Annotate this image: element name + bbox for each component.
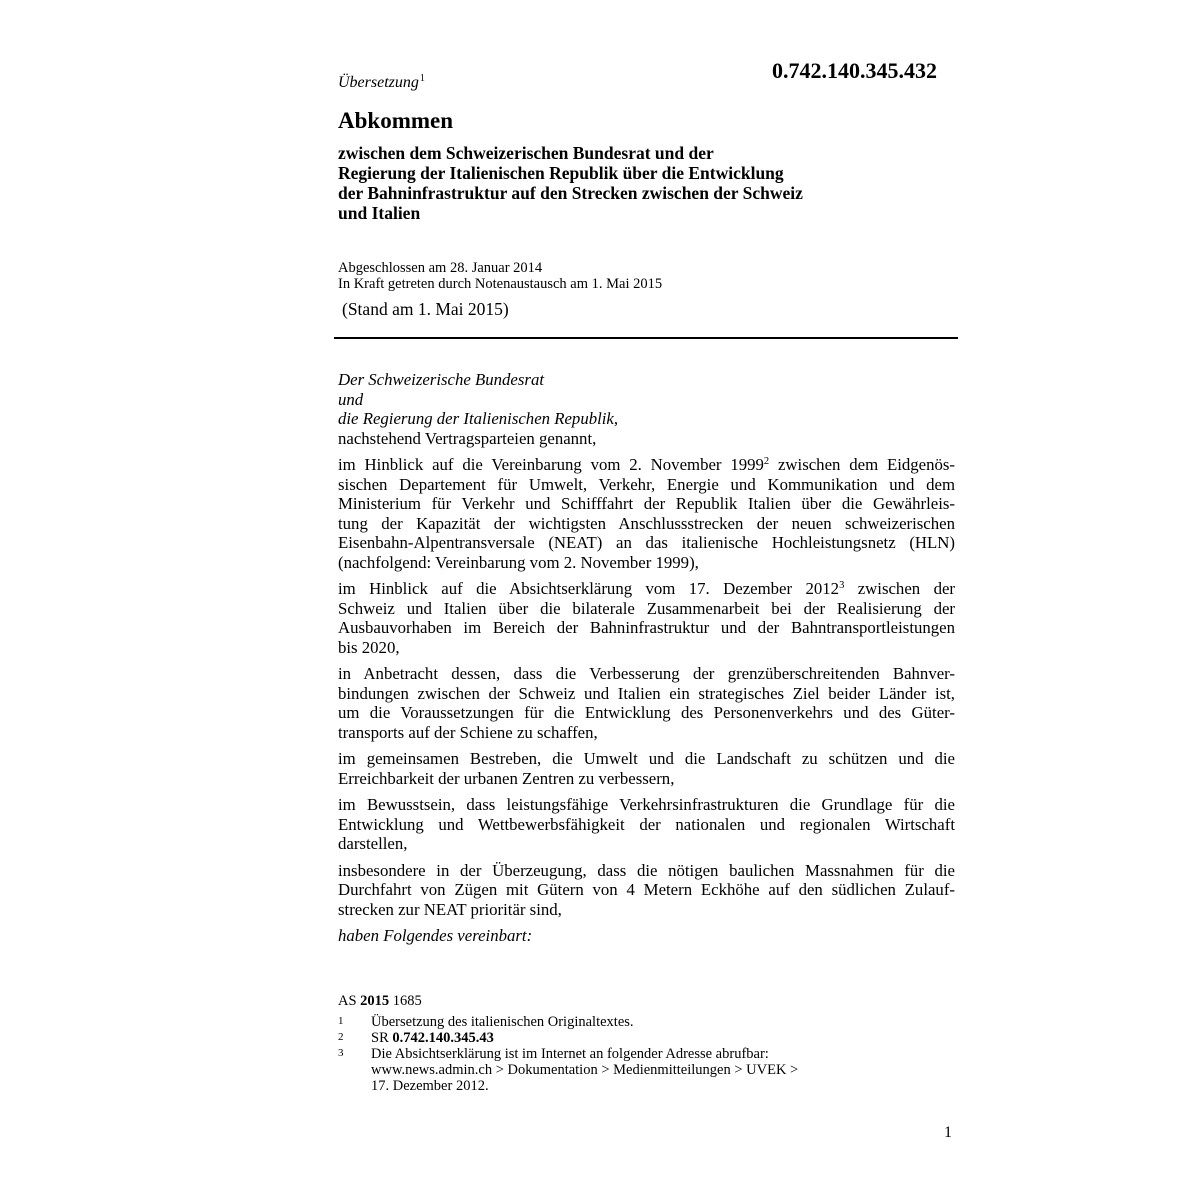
subtitle-line: der Bahninfrastruktur auf den Strecken zwischen der Schweiz (338, 183, 803, 203)
preamble-paragraph-6 (338, 861, 955, 920)
concluded-date: Abgeschlossen am 28. Januar 2014 (338, 260, 543, 276)
footnote-ref-1[interactable]: 1 (419, 73, 425, 84)
paragraph-line: Eisenbahn-Alpentransversale (NEAT) an das italienische Hochleistungsnetz (HLN) (338, 533, 955, 552)
in-force-date: In Kraft getreten durch Notenaustausch am 1. Mai 2015 (338, 276, 663, 292)
footnote-2 (338, 1030, 878, 1046)
paragraph-line: Erreichbarkeit der urbanen Zentren zu verbessern, (338, 768, 675, 788)
paragraph-line: sischen Departement für Umwelt, Verkehr, Energie und Kommunikation und dem (338, 474, 955, 494)
as-reference: AS 2015 1685 (338, 993, 422, 1009)
translation-label: Übersetzung (338, 74, 419, 91)
paragraph-line: Entwicklung und Wettbewerbsfähigkeit der nationalen und regionalen Wirtschaft (338, 814, 955, 834)
preamble-paragraph-5 (338, 795, 955, 854)
paragraph-line: tung der Kapazität der wichtigsten Anschlussstrecken der neuen schweizerischen (338, 513, 955, 533)
agreed-text: haben Folgendes vereinbart: (338, 926, 533, 945)
paragraph-line: in Anbetracht dessen, dass die Verbesserung der grenzüberschreitenden Bahnver- (338, 664, 955, 683)
footnote-number: 1 (338, 1015, 344, 1027)
party-1: Der Schweizerische Bundesrat (338, 370, 544, 389)
subtitle-line: Regierung der Italienischen Republik über die Entwicklung (338, 163, 784, 183)
status-date: (Stand am 1. Mai 2015) (342, 299, 509, 319)
preamble-paragraph-1 (338, 455, 955, 572)
paragraph-line: insbesondere in der Überzeugung, dass die nötigen baulichen Massnahmen für die (338, 860, 955, 880)
paragraph-line: strecken zur NEAT prioritär sind, (338, 899, 562, 919)
page-number: 1 (944, 1124, 952, 1141)
dates-block (338, 260, 662, 292)
and-text: und (338, 389, 364, 409)
preamble-parties (338, 370, 955, 448)
footnote-number: 2 (338, 1031, 344, 1043)
footnote-1 (338, 1014, 878, 1030)
footnote-number: 3 (338, 1047, 344, 1059)
footnote-ref-2[interactable]: 2 (763, 456, 770, 467)
sr-number: 0.742.140.345.432 (772, 58, 937, 83)
translation-note (338, 73, 425, 92)
paragraph-line: im gemeinsamen Bestreben, die Umwelt und die Landschaft zu schützen und die (338, 749, 955, 768)
footnote-3 (338, 1046, 878, 1094)
paragraph-line: bis 2020, (338, 637, 400, 657)
document-title: Abkommen (338, 108, 454, 133)
paragraph-line: Durchfahrt von Zügen mit Gütern von 4 Metern Eckhöhe auf den südlichen Zulauf- (338, 880, 955, 899)
footnote-text: Übersetzung des italienischen Originaltextes. (371, 1014, 634, 1030)
hereinafter-text: nachstehend Vertragsparteien genannt, (338, 428, 597, 448)
paragraph-line: um die Voraussetzungen für die Entwicklung des Personenverkehrs und des Güter- (338, 703, 955, 722)
footnote-text: 17. Dezember 2012. (371, 1078, 489, 1094)
preamble-paragraph-4 (338, 749, 955, 788)
paragraph-line: im Hinblick auf die Absichtserklärung vom 17. Dezember 2012$^3$ zwischen der (338, 579, 955, 598)
footnote-ref-3[interactable]: 3 (839, 580, 845, 591)
paragraph-line: Ausbauvorhaben im Bereich der Bahninfrastruktur und der Bahntransportleistungen (338, 618, 955, 637)
paragraph-line: Schweiz und Italien über die bilaterale Zusammenarbeit bei der Realisierung der (338, 598, 955, 618)
preamble-paragraph-3 (338, 664, 955, 742)
sr-link[interactable]: 0.742.140.345.43 (392, 1030, 494, 1046)
subtitle-line: zwischen dem Schweizerischen Bundesrat und der (338, 143, 714, 163)
document-subtitle (338, 143, 898, 223)
paragraph-line: bindungen zwischen der Schweiz und Italien ein strategisches Ziel beider Länder ist, (338, 683, 955, 703)
paragraph-line: (nachfolgend: Vereinbarung vom 2. November 1999), (338, 552, 699, 572)
paragraph-line: Ministerium für Verkehr und Schifffahrt der Republik Italien über die Gewährleis- (338, 494, 955, 513)
preamble (338, 370, 955, 946)
paragraph-line: im Hinblick auf die Vereinbarung vom 2. November 1999$^2$ zwischen dem Eidgenös- (338, 455, 955, 474)
paragraph-line: darstellen, (338, 834, 408, 853)
paragraph-line: transports auf der Schiene zu schaffen, (338, 722, 598, 742)
subtitle-line: und Italien (338, 203, 421, 223)
footnotes (338, 1014, 878, 1094)
horizontal-rule (334, 337, 958, 339)
preamble-paragraph-2 (338, 579, 955, 657)
footnote-text: Die Absichtserklärung ist im Internet an folgender Adresse abrufbar: (371, 1046, 769, 1062)
footnote-text: SR 0.742.140.345.43 (371, 1030, 494, 1046)
party-2: die Regierung der Italienischen Republik, (338, 409, 619, 428)
footnote-link[interactable]: www.news.admin.ch > Dokumentation > Medienmitteilungen > UVEK > (371, 1062, 799, 1078)
paragraph-line: im Bewusstsein, dass leistungsfähige Verkehrsinfrastrukturen die Grundlage für die (338, 795, 955, 814)
